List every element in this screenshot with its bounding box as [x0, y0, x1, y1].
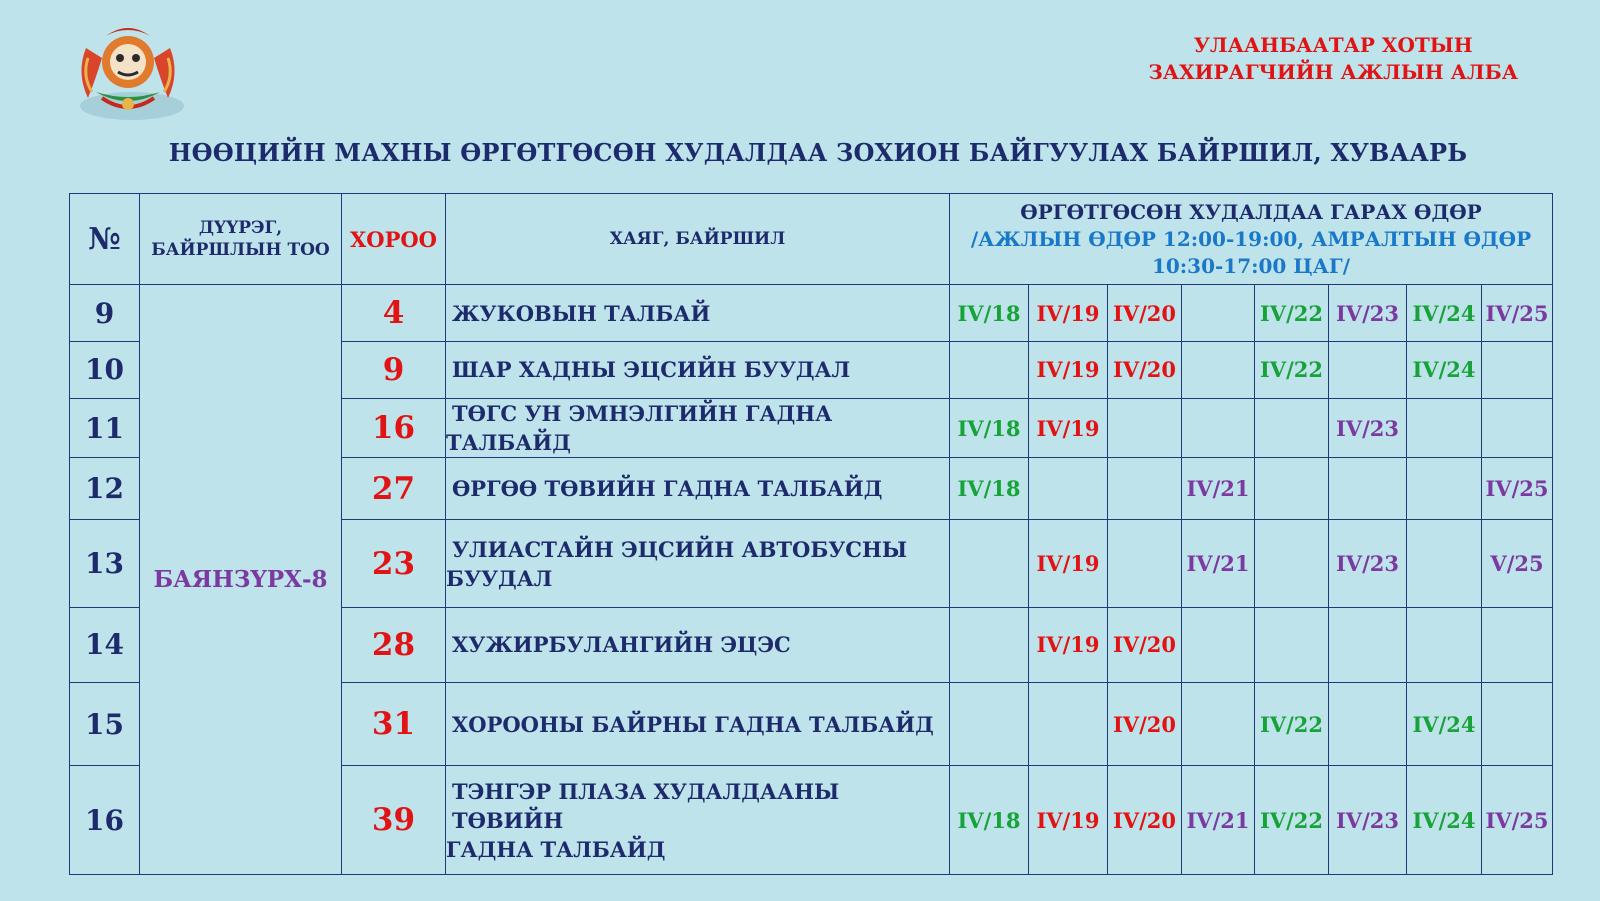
date-cell: IV/20 [1108, 341, 1182, 398]
organization-name [1148, 32, 1518, 86]
address-line-1: ӨРГӨӨ ТӨВИЙН ГАДНА ТАЛБАЙД [452, 476, 883, 502]
date-cell: IV/22 [1255, 285, 1329, 341]
date-cell [1182, 285, 1255, 341]
date-cell: V/25 [1482, 520, 1553, 607]
date-cell: IV/23 [1329, 766, 1407, 875]
row-number: 11 [70, 398, 140, 457]
date-cell: IV/19 [1029, 285, 1108, 341]
header-district-line-1: ДҮҮРЭГ, [198, 218, 283, 239]
row-number: 12 [70, 458, 140, 520]
row-number: 9 [70, 285, 140, 341]
header-days-line-2: /АЖЛЫН ӨДӨР 12:00-19:00, АМРАЛТЫН ӨДӨР [970, 226, 1532, 251]
date-cell: IV/19 [1029, 607, 1108, 682]
date-cell [1108, 520, 1182, 607]
address-cell [446, 341, 950, 398]
date-cell: IV/19 [1029, 520, 1108, 607]
date-cell [1482, 607, 1553, 682]
khoroo-number: 23 [342, 520, 446, 607]
date-cell [1029, 683, 1108, 766]
address-line-1: ТӨГС УН ЭМНЭЛГИЙН ГАДНА [452, 401, 833, 426]
date-cell: IV/23 [1329, 285, 1407, 341]
address-cell [446, 607, 950, 682]
date-cell: IV/21 [1182, 458, 1255, 520]
khoroo-number: 27 [342, 458, 446, 520]
date-cell [1482, 341, 1553, 398]
address-line-1: ЖУКОВЫН ТАЛБАЙ [452, 300, 711, 326]
date-cell [1108, 398, 1182, 457]
date-cell: IV/25 [1482, 458, 1553, 520]
khoroo-number: 4 [342, 285, 446, 341]
table-row [70, 285, 1553, 341]
date-cell: IV/21 [1182, 520, 1255, 607]
row-number: 14 [70, 607, 140, 682]
header-district-line-2: БАЙРШЛЫН ТОО [151, 240, 330, 261]
address-cell [446, 766, 950, 875]
header-days-line-1: ӨРГӨТГӨСӨН ХУДАЛДАА ГАРАХ ӨДӨР [1020, 199, 1482, 224]
date-cell: IV/20 [1108, 607, 1182, 682]
date-cell [1329, 683, 1407, 766]
header-row [70, 194, 1553, 285]
date-cell: IV/18 [950, 285, 1029, 341]
date-cell [1182, 341, 1255, 398]
date-cell [1329, 458, 1407, 520]
date-cell: IV/19 [1029, 766, 1108, 875]
khoroo-number: 9 [342, 341, 446, 398]
date-cell: IV/22 [1255, 683, 1329, 766]
date-cell [1255, 458, 1329, 520]
date-cell [1255, 520, 1329, 607]
date-cell: IV/25 [1482, 766, 1553, 875]
header-days-line-3: 10:30-17:00 ЦАГ/ [1151, 253, 1351, 278]
district-cell: БАЯНЗҮРХ-8 [140, 285, 342, 875]
date-cell: IV/18 [950, 766, 1029, 875]
date-cell: IV/21 [1182, 766, 1255, 875]
date-cell: IV/24 [1407, 766, 1482, 875]
date-cell: IV/24 [1407, 341, 1482, 398]
row-number: 16 [70, 766, 140, 875]
date-cell: IV/19 [1029, 398, 1108, 457]
date-cell [1407, 398, 1482, 457]
date-cell: IV/22 [1255, 341, 1329, 398]
date-cell: IV/22 [1255, 766, 1329, 875]
date-cell [1407, 520, 1482, 607]
date-cell [1029, 458, 1108, 520]
date-cell [1407, 607, 1482, 682]
date-cell [950, 520, 1029, 607]
date-cell: IV/23 [1329, 520, 1407, 607]
khoroo-number: 28 [342, 607, 446, 682]
date-cell [1255, 607, 1329, 682]
date-cell [1329, 341, 1407, 398]
header-khoroo: ХОРОО [342, 194, 446, 285]
khoroo-number: 16 [342, 398, 446, 457]
header-number: № [70, 194, 140, 285]
header-district [140, 194, 342, 285]
row-number: 15 [70, 683, 140, 766]
date-cell: IV/18 [950, 458, 1029, 520]
address-line-1: ШАР ХАДНЫ ЭЦСИЙН БУУДАЛ [452, 357, 851, 383]
date-cell: IV/25 [1482, 285, 1553, 341]
page-title: НӨӨЦИЙН МАХНЫ ӨРГӨТГӨСӨН ХУДАЛДАА ЗОХИОН БАЙГУУЛАХ БАЙРШИЛ, ХУВААРЬ [168, 138, 1468, 167]
date-cell: IV/20 [1108, 285, 1182, 341]
org-line-2: ЗАХИРАГЧИЙН АЖЛЫН АЛБА [1148, 60, 1518, 84]
date-cell [1407, 458, 1482, 520]
address-cell [446, 520, 950, 607]
date-cell [1482, 683, 1553, 766]
address-line-1: ТЭНГЭР ПЛАЗА ХУДАЛДААНЫ ТӨВИЙН [452, 778, 840, 833]
date-cell: IV/24 [1407, 285, 1482, 341]
date-cell [1482, 398, 1553, 457]
address-cell [446, 285, 950, 341]
address-line-2: ТАЛБАЙД [446, 430, 571, 455]
date-cell [1329, 607, 1407, 682]
date-cell: IV/18 [950, 398, 1029, 457]
address-line-2: БУУДАЛ [446, 565, 553, 591]
date-cell: IV/24 [1407, 683, 1482, 766]
date-cell [1108, 458, 1182, 520]
address-cell [446, 398, 950, 457]
address-cell [446, 683, 950, 766]
date-cell: IV/20 [1108, 683, 1182, 766]
date-cell [950, 341, 1029, 398]
org-line-1: УЛААНБААТАР ХОТЫН [1193, 33, 1473, 57]
date-cell: IV/23 [1329, 398, 1407, 457]
address-cell [446, 458, 950, 520]
emblem-icon [66, 18, 190, 126]
row-number: 10 [70, 341, 140, 398]
khoroo-number: 39 [342, 766, 446, 875]
address-line-2: ГАДНА ТАЛБАЙД [446, 836, 666, 862]
address-line-1: ХОРООНЫ БАЙРНЫ ГАДНА ТАЛБАЙД [452, 711, 934, 737]
khoroo-number: 31 [342, 683, 446, 766]
date-cell: IV/19 [1029, 341, 1108, 398]
date-cell [950, 607, 1029, 682]
address-line-1: УЛИАСТАЙН ЭЦСИЙН АВТОБУСНЫ [452, 536, 908, 562]
date-cell [1182, 683, 1255, 766]
header-address: ХАЯГ, БАЙРШИЛ [446, 194, 950, 285]
date-cell [1182, 607, 1255, 682]
header-days [950, 194, 1553, 285]
date-cell [1255, 398, 1329, 457]
date-cell: IV/20 [1108, 766, 1182, 875]
address-line-1: ХУЖИРБУЛАНГИЙН ЭЦЭС [452, 632, 791, 658]
date-cell [1182, 398, 1255, 457]
date-cell [950, 683, 1029, 766]
row-number: 13 [70, 520, 140, 607]
schedule-table [69, 193, 1553, 875]
